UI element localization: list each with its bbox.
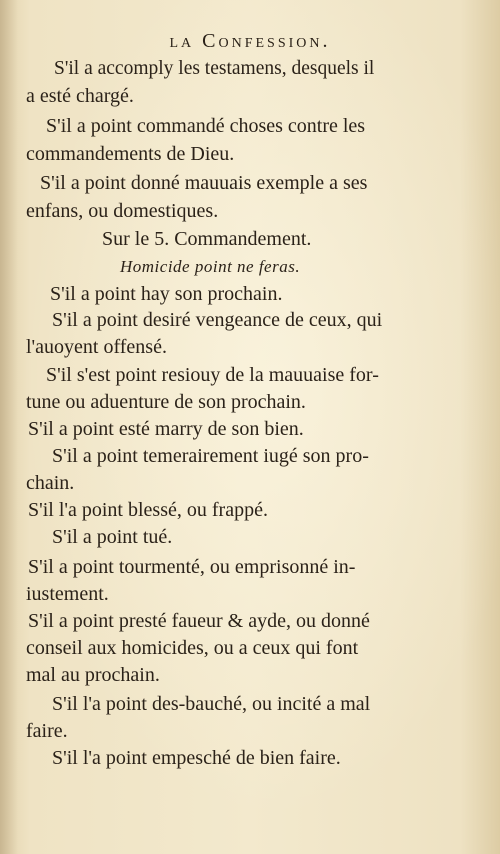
commandment-subheading: Homicide point ne feras. (120, 257, 301, 276)
text-line: l'auoyent offensé. (26, 336, 167, 358)
text-line: enfans, ou domestiques. (26, 200, 219, 222)
text-line: S'il a point commandé choses contre les (46, 115, 366, 137)
text-line: iustement. (26, 583, 109, 605)
text-line: chain. (26, 472, 75, 494)
text-line: S'il a point desiré vengeance de ceux, qui (52, 309, 383, 331)
text-line: mal au prochain. (26, 664, 160, 686)
text-line: a esté chargé. (26, 85, 134, 107)
text-line: S'il a point presté faueur & ayde, ou donné (28, 610, 370, 632)
text-line: faire. (26, 720, 68, 742)
text-line: S'il a point esté marry de son bien. (28, 418, 304, 440)
commandment-heading: Sur le 5. Commandement. (102, 228, 312, 250)
text-line: S'il a point hay son prochain. (50, 283, 283, 305)
text-line: S'il s'est point resiouy de la mauuaise for- (46, 364, 379, 386)
text-line: S'il a point temerairement iugé son pro- (52, 445, 369, 467)
text-line: S'il a point tué. (52, 526, 173, 548)
text-line: S'il a point donné mauuais exemple a ses (40, 172, 368, 194)
text-line: S'il a accomply les testamens, desquels il (54, 58, 375, 79)
text-line: S'il a point tourmenté, ou emprisonné in- (28, 556, 356, 578)
text-line: conseil aux homicides, ou a ceux qui font (26, 637, 359, 659)
running-head: la Confession. (169, 30, 331, 52)
text-line: S'il l'a point des-bauché, ou incité a mal (52, 693, 371, 715)
page-gutter-shadow (0, 0, 18, 854)
text-line: S'il l'a point empesché de bien faire. (52, 747, 341, 769)
text-line: commandements de Dieu. (26, 143, 235, 165)
text-line: tune ou aduenture de son prochain. (26, 391, 306, 413)
text-line: S'il l'a point blessé, ou frappé. (28, 499, 268, 521)
